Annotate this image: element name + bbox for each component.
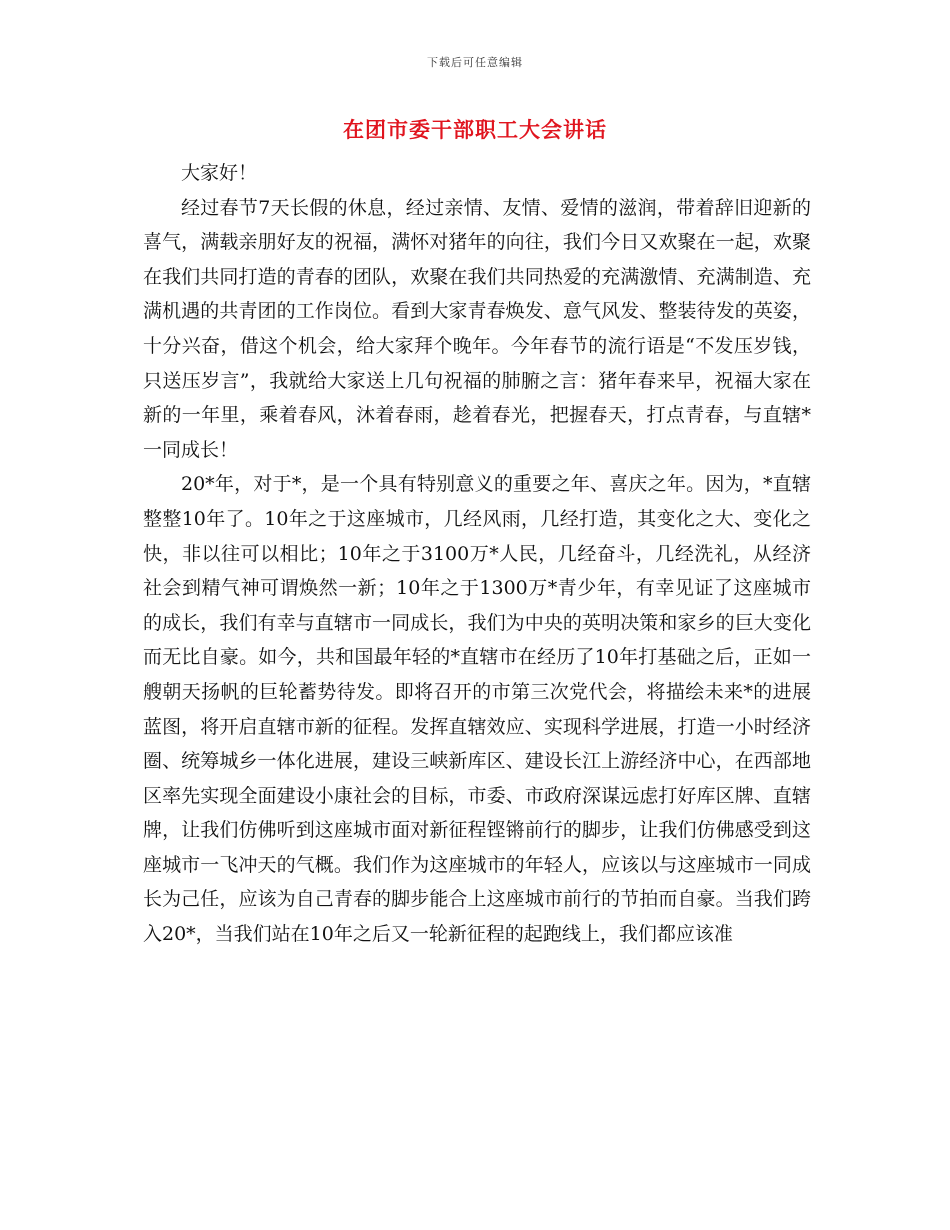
page-header-note: 下载后可任意编辑	[427, 56, 523, 69]
document-body	[143, 156, 811, 952]
document-title: 在团市委干部职工大会讲话	[343, 117, 607, 142]
greeting-paragraph: 大家好！	[181, 162, 258, 184]
body-paragraph: 20*年，对于*，是一个具有特别意义的重要之年、喜庆之年。因为，*直辖整整10年了。10年之于这座城市，几经风雨，几经打造，其变化之大、变化之快，非以往可以相比；10年之于3100万*人民，几经奋斗，几经洗礼，从经济社会到精气神可谓焕然一新；10年之于1300万*青少年，有幸见证了这座城市的成长，我们有幸与直辖市一同成长，我们为中央的英明决策和家乡的巨大变化而无比自豪。如今，共和国最年轻的*直辖市在经历了10年打基础之后，正如一艘朝天扬帆的巨轮蓄势待发。即将召开的市第三次党代会，将描绘未来*的进展蓝图，将开启直辖市新的征程。发挥直辖效应、实现科学进展，打造一小时经济圈、统筹城乡一体化进展，建设三峡新库区、建设长江上游经济中心，在西部地区率先实现全面建设小康社会的目标，市委、市政府深谋远虑打好库区牌、直辖牌，让我们仿佛听到这座城市面对新征程铿锵前行的脚步，让我们仿佛感受到这座城市一飞冲天的气概。我们作为这座城市的年轻人，应该以与这座城市一同成长为己任，应该为自己青春的脚步能合上这座城市前行的节拍而自豪。当我们跨入20*，当我们站在10年之后又一轮新征程的起跑线上，我们都应该准	[143, 473, 811, 946]
body-paragraph: 经过春节7天长假的休息，经过亲情、友情、爱情的滋润，带着辞旧迎新的喜气，满载亲朋好友的祝福，满怀对猪年的向往，我们今日又欢聚在一起，欢聚在我们共同打造的青春的团队，欢聚在我们共同热爱的充满激情、充满制造、充满机遇的共青团的工作岗位。看到大家青春焕发、意气风发、整装待发的英姿，十分兴奋，借这个机会，给大家拜个晚年。今年春节的流行语是“不发压岁钱，只送压岁言”，我就给大家送上几句祝福的肺腑之言：猪年春来早，祝福大家在新的一年里，乘着春风，沐着春雨，趁着春光，把握春天，打点青春，与直辖*一同成长！	[143, 196, 811, 461]
